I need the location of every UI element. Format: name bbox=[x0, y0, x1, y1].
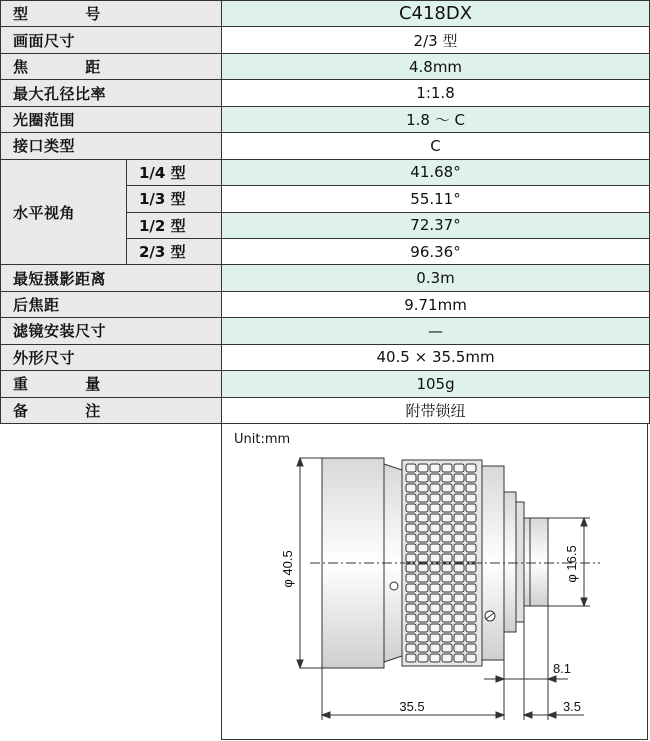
knurl-cell bbox=[418, 624, 428, 632]
knurl-cell bbox=[430, 594, 440, 602]
knurl-cell bbox=[430, 474, 440, 482]
knurl-cell bbox=[442, 474, 452, 482]
knurl-cell bbox=[454, 644, 464, 652]
knurl-cell bbox=[466, 504, 476, 512]
knurl-cell bbox=[406, 624, 416, 632]
label-weight: 重 量 bbox=[13, 375, 127, 394]
label-format: 画面尺寸 bbox=[1, 27, 222, 53]
knurl-cell bbox=[454, 614, 464, 622]
flange-dimension bbox=[484, 676, 568, 682]
row-remarks bbox=[1, 397, 650, 423]
diameter-label: φ 40.5 bbox=[280, 550, 295, 588]
knurl-cell bbox=[418, 574, 428, 582]
knurl-cell bbox=[418, 504, 428, 512]
label-view-angle: 水平视角 bbox=[1, 159, 127, 265]
knurl-cell bbox=[442, 624, 452, 632]
knurl-cell bbox=[454, 534, 464, 542]
knurl-cell bbox=[406, 604, 416, 612]
knurl-cell bbox=[430, 554, 440, 562]
row-filter-size bbox=[1, 318, 650, 344]
knurl-cell bbox=[466, 494, 476, 502]
knurl-cell bbox=[454, 484, 464, 492]
row-format bbox=[1, 27, 650, 53]
row-iris-range bbox=[1, 106, 650, 132]
knurl-cell bbox=[418, 654, 428, 662]
knurl-cell bbox=[418, 474, 428, 482]
value-filter-size: — bbox=[222, 318, 650, 344]
value-format: 2/3 型 bbox=[222, 27, 650, 53]
knurl-cell bbox=[442, 584, 452, 592]
view-angle-size: 1/2 型 bbox=[127, 212, 222, 238]
knurl-cell bbox=[406, 544, 416, 552]
knurl-cell bbox=[466, 594, 476, 602]
knurl-cell bbox=[418, 604, 428, 612]
knurl-cell bbox=[430, 524, 440, 532]
knurl-cell bbox=[454, 584, 464, 592]
knurl-cell bbox=[442, 554, 452, 562]
row-dimensions bbox=[1, 344, 650, 370]
row-view-angle-1 bbox=[1, 159, 650, 185]
knurl-cell bbox=[466, 514, 476, 522]
knurl-cell bbox=[406, 634, 416, 642]
knurl-cell bbox=[454, 574, 464, 582]
knurl-cell bbox=[406, 614, 416, 622]
knurl-cell bbox=[454, 514, 464, 522]
mount-diameter-label: φ 16.5 bbox=[564, 545, 579, 583]
knurl-cell bbox=[430, 564, 440, 572]
knurl-cell bbox=[466, 614, 476, 622]
view-angle-size: 2/3 型 bbox=[127, 238, 222, 264]
value-focal-length: 4.8mm bbox=[222, 53, 650, 79]
view-angle-size: 1/4 型 bbox=[127, 159, 222, 185]
length-label: 35.5 bbox=[399, 699, 425, 714]
knurl-cell bbox=[442, 504, 452, 512]
flange-label: 8.1 bbox=[552, 661, 572, 676]
knurl-cell bbox=[466, 584, 476, 592]
knurl-cell bbox=[454, 494, 464, 502]
knurl-cell bbox=[406, 574, 416, 582]
knurl-cell bbox=[454, 654, 464, 662]
knurl-cell bbox=[418, 514, 428, 522]
row-weight bbox=[1, 371, 650, 397]
knurl-cell bbox=[418, 534, 428, 542]
knurl-cell bbox=[430, 624, 440, 632]
value-max-aperture: 1:1.8 bbox=[222, 80, 650, 106]
dimension-drawing bbox=[221, 424, 648, 740]
knurl-cell bbox=[466, 634, 476, 642]
knurl-cell bbox=[406, 504, 416, 512]
knurl-cell bbox=[406, 534, 416, 542]
knurl-cell bbox=[406, 524, 416, 532]
knurl-cell bbox=[406, 584, 416, 592]
knurl-cell bbox=[454, 474, 464, 482]
row-mount bbox=[1, 133, 650, 159]
knurl-cell bbox=[406, 564, 416, 572]
knurl-cell bbox=[418, 584, 428, 592]
knurl-cell bbox=[406, 554, 416, 562]
value-back-focal: 9.71mm bbox=[222, 291, 650, 317]
knurl-cell bbox=[442, 534, 452, 542]
label-dimensions: 外形尺寸 bbox=[1, 344, 222, 370]
unit-label: Unit:mm bbox=[234, 432, 291, 447]
knurl-cell bbox=[454, 464, 464, 472]
view-angle-value: 55.11° bbox=[222, 186, 650, 212]
view-angle-value: 41.68° bbox=[222, 159, 650, 185]
value-mod: 0.3m bbox=[222, 265, 650, 291]
knurl-cell bbox=[442, 574, 452, 582]
knurl-cell bbox=[442, 524, 452, 532]
knurl-cell bbox=[430, 604, 440, 612]
value-model: C418DX bbox=[222, 1, 650, 27]
knurl-cell bbox=[454, 604, 464, 612]
knurl-cell bbox=[430, 514, 440, 522]
knurl-cell bbox=[454, 524, 464, 532]
knurl-cell bbox=[442, 594, 452, 602]
knurl-cell bbox=[442, 634, 452, 642]
label-model: 型 号 bbox=[13, 5, 127, 24]
knurl-cell bbox=[442, 654, 452, 662]
value-weight: 105g bbox=[222, 371, 650, 397]
knurl-cell bbox=[442, 484, 452, 492]
label-mount: 接口类型 bbox=[1, 133, 222, 159]
knurl-cell bbox=[406, 594, 416, 602]
knurl-cell bbox=[418, 494, 428, 502]
knurl-cell bbox=[454, 504, 464, 512]
row-model bbox=[1, 1, 650, 27]
knurl-cell bbox=[418, 564, 428, 572]
knurl-cell bbox=[418, 634, 428, 642]
knurl-cell bbox=[466, 574, 476, 582]
label-filter-size: 滤镜安装尺寸 bbox=[1, 318, 222, 344]
knurl-cell bbox=[466, 624, 476, 632]
knurl-cell bbox=[442, 564, 452, 572]
view-angle-value: 72.37° bbox=[222, 212, 650, 238]
knurl-cell bbox=[418, 484, 428, 492]
knurl-cell bbox=[454, 634, 464, 642]
knurl-cell bbox=[466, 644, 476, 652]
knurl-cell bbox=[430, 614, 440, 622]
row-back-focal bbox=[1, 291, 650, 317]
knurl-cell bbox=[406, 464, 416, 472]
value-remarks: 附带锁纽 bbox=[222, 397, 650, 423]
knurl-cell bbox=[442, 544, 452, 552]
knurl-cell bbox=[418, 544, 428, 552]
knurl-cell bbox=[466, 464, 476, 472]
knurl-cell bbox=[430, 634, 440, 642]
view-angle-size: 1/3 型 bbox=[127, 186, 222, 212]
knurl-cell bbox=[442, 494, 452, 502]
knurl-cell bbox=[430, 534, 440, 542]
knurl-cell bbox=[418, 554, 428, 562]
knurl-cell bbox=[430, 504, 440, 512]
knurl-cell bbox=[466, 564, 476, 572]
knurl-cell bbox=[454, 544, 464, 552]
knurl-cell bbox=[430, 484, 440, 492]
thread-label: 3.5 bbox=[562, 699, 582, 714]
knurl-cell bbox=[466, 554, 476, 562]
label-mod: 最短摄影距离 bbox=[1, 265, 222, 291]
knurl-cell bbox=[466, 654, 476, 662]
knurl-cell bbox=[406, 474, 416, 482]
knurl-cell bbox=[418, 594, 428, 602]
lens-drawing-svg bbox=[222, 424, 649, 740]
value-dimensions: 40.5 × 35.5mm bbox=[222, 344, 650, 370]
view-angle-value: 96.36° bbox=[222, 238, 650, 264]
knurl-cell bbox=[442, 604, 452, 612]
knurl-cell bbox=[406, 654, 416, 662]
knurl-cell bbox=[466, 524, 476, 532]
knurl-cell bbox=[418, 644, 428, 652]
value-mount: C bbox=[222, 133, 650, 159]
knurl-cell bbox=[442, 614, 452, 622]
knurl-cell bbox=[406, 514, 416, 522]
row-focal-length bbox=[1, 53, 650, 79]
knurl-cell bbox=[466, 484, 476, 492]
label-focal-length: 焦 距 bbox=[13, 58, 127, 77]
knurl-cell bbox=[418, 524, 428, 532]
knurl-cell bbox=[406, 494, 416, 502]
row-mod bbox=[1, 265, 650, 291]
knurl-cell bbox=[430, 644, 440, 652]
knurl-cell bbox=[442, 514, 452, 522]
label-max-aperture: 最大孔径比率 bbox=[1, 80, 222, 106]
knurl-cell bbox=[430, 464, 440, 472]
knurl-cell bbox=[430, 544, 440, 552]
knurl-cell bbox=[454, 624, 464, 632]
knurl-cell bbox=[466, 534, 476, 542]
knurl-cell bbox=[430, 584, 440, 592]
knurl-cell bbox=[406, 484, 416, 492]
knurl-cell bbox=[406, 644, 416, 652]
knurl-cell bbox=[418, 614, 428, 622]
knurl-cell bbox=[454, 594, 464, 602]
label-iris-range: 光圈范围 bbox=[1, 106, 222, 132]
knurl-cell bbox=[466, 604, 476, 612]
knurl-cell bbox=[418, 464, 428, 472]
knurl-cell bbox=[454, 554, 464, 562]
knurl-cell bbox=[430, 654, 440, 662]
knurl-cell bbox=[466, 544, 476, 552]
knurl-cell bbox=[466, 474, 476, 482]
label-back-focal: 后焦距 bbox=[1, 291, 222, 317]
value-iris-range: 1.8 ～ C bbox=[222, 106, 650, 132]
knurl-cell bbox=[454, 564, 464, 572]
label-remarks: 备 注 bbox=[13, 401, 127, 420]
knurl-cell bbox=[442, 644, 452, 652]
knurl-cell bbox=[430, 574, 440, 582]
row-max-aperture bbox=[1, 80, 650, 106]
knurl-cell bbox=[442, 464, 452, 472]
knurl-cell bbox=[430, 494, 440, 502]
